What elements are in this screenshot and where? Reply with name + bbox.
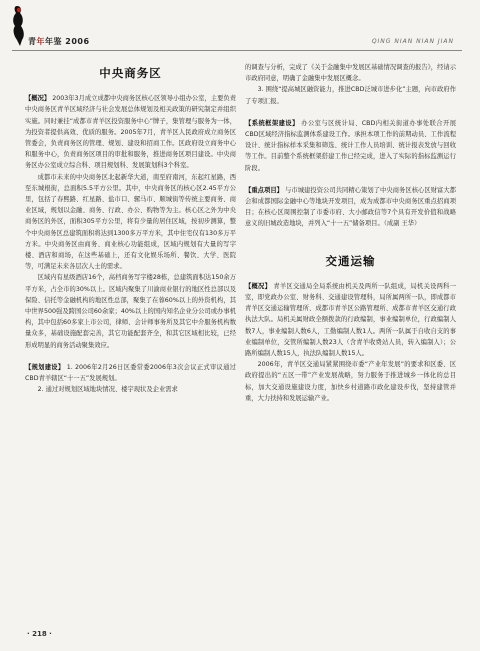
paragraph-transport-2006: 2006年，青羊区交通局紧紧围绕市委“产业年发展”的要求和区委、区政府提出的“五区一带”产业发展战略，努力服务于推进城乡一体化的总目标，加大交通设施建设力度，加快乡村道路市政化建设步伐，坚持建管并重，大力扶持和发展运输产业。 [245, 361, 456, 402]
paragraph-area: 成都市未来的中央商务区北起新华大道，南至府南河，东起红星路，西至东城根街，总面积5.5平方公里。其中，中央商务区的核心区2.45平方公里，包括了春熙路、红星路、盐市口、骡马市、顺城街等传统主要商务、商业区域，规划以金融、商务、行政、办公、购物等为主。核心区之外为中央商务区的外区，面积305平方公里，将有少量的居住区域，按初步测算，整个中央商务区总建筑面积将达到1300多万平方米，其中住宅仅有130多万平方米。中央商务区由商务、商业核心功能组成，区域内规划有大量的写字楼、酒店和商场，在这些基础上，还有文化娱乐场所、餐饮、大学、医院等，可满足未来各层次人士的需求。 [25, 173, 236, 271]
page-header [0, 0, 480, 52]
header-pinyin: QING NIAN NIAN JIAN [371, 38, 454, 45]
tag-transport-overview: 【概况】 [245, 282, 272, 290]
section-title-transport: 交通运输 [325, 253, 376, 268]
header-rule [12, 50, 462, 51]
paragraph-planning-2: 2. 通过对规划区域地块情况、楼宇现状及企业需求 [37, 386, 178, 394]
tag-overview: 【概况】 [25, 95, 51, 103]
tag-planning: 【规划建设】 [25, 363, 65, 371]
paragraph-transport-overview: 【概况】 青羊区交通局全局系统由机关及两所一队组成，局机关设两科一室，即党政办公室、财务科、交通建设管理科，局所属两所一队，即成都市青羊区交通运输管理所、成都市青羊区公路管理所、成都市青羊区交通行政执法大队。局机关属财政全额拨款的行政编制，事业编制单位，行政编制人数7人，事业编制人数6人，工勤编制人数1人。两所一队属于自收自支的事业编制单位，交管所编制人数23人（含青羊收费站人员，转入编制人）；公路所编制人数15人，执法队编制人数15人。 [245, 282, 457, 358]
paragraph-planning: 【规划建设】 1. 2006年2月26日区委常委2006年3次会议正式审议通过CBD青羊辖区“十一五”发展规划。 [25, 363, 236, 383]
page-number: · 218 · [27, 630, 52, 638]
leaping-figure-icon [8, 4, 26, 48]
paragraph-hotels: 区域内有星级酒店16个，高档商务写字楼28栋，总建筑面积达150余万平方米，占全市的30%以上。区域内聚集了川渝商业银行的地区性总部以及保险、信托等金融机构的地区性总部，聚集了在蓉60%以上的外资机构，其中世界500强及跨国公司60余家；40%以上的国内知名企业分公司或办事机构，其中包括60多家上市公司，律师、会计师事务所及其它中介服务机构数量众多，基础设施配套完善，其它功能配套齐全，和其它区域相比较，已经形成明显的商务活动聚集效应。 [25, 274, 236, 349]
left-column [25, 62, 236, 395]
paragraph-system: 【系统框架建设】 办公室与区统计局、CBD内相关街道办事处联合开展CBD区域经济指标监测体系建设工作。承担本项工作的前期动员、工作流程设计、统计指标样本采集和筛选、统计工作人员培训、统计报表发放与回收等工作。目前整个系统框架搭建工作已经完成，进入了实际的指标监测运行阶段。 [245, 119, 456, 172]
yearbook-title: 青年年鉴 2006 [28, 37, 90, 46]
tag-projects: 【重点项目】 [245, 186, 283, 194]
paragraph-survey: 的调查与分析，完成了《关于金融集中发展区基础情况调查的报告》，经请示市政府同意，明确了金融集中发展区概念。 [245, 64, 456, 83]
tag-system: 【系统框架建设】 [245, 119, 299, 127]
paragraph-overview: 【概况】 2003年3月成立成都中央商务区核心区领导小组办公室，主要负责中央商务区青羊区域经济与社会发展总体规划及相关政策的研究制定并组织实施。同时兼挂“成都市青羊区投资服务中心”牌子，集管理与服务为一体，为投资者提供高效、优质的服务。2005年7月，青羊区人民政府成立商务区管委会，负责商务区的管理、规划、建设和招商工作。区政府设立商务中心和服务中心，负责商务区项目的审批和服务，推进商务区项目建设。中央商务区办公室成立综合科、项目规划科、发展策划科3个科室。 [25, 95, 236, 170]
paragraph-projects: 【重点项目】 与市城建投资公司共同精心策划了中央商务区核心区财富大都会和成都国际金融中心等地块开发项目，成为成都市中央商务区重点招商项目；在核心区周围控制了市委市府、大小邮政信等7个具有开发价值和战略意义的旧城改造地块，并列入“十一五”储备项目。（成副 王华） [245, 186, 456, 228]
section-title-cbd: 中央商务区 [99, 66, 162, 80]
right-column [245, 62, 456, 404]
paragraph-report: 3. 围绕“提高城区融资能力，推进CBD泛城市进步化”主题，向市政府作了专项汇报。 [245, 86, 456, 105]
